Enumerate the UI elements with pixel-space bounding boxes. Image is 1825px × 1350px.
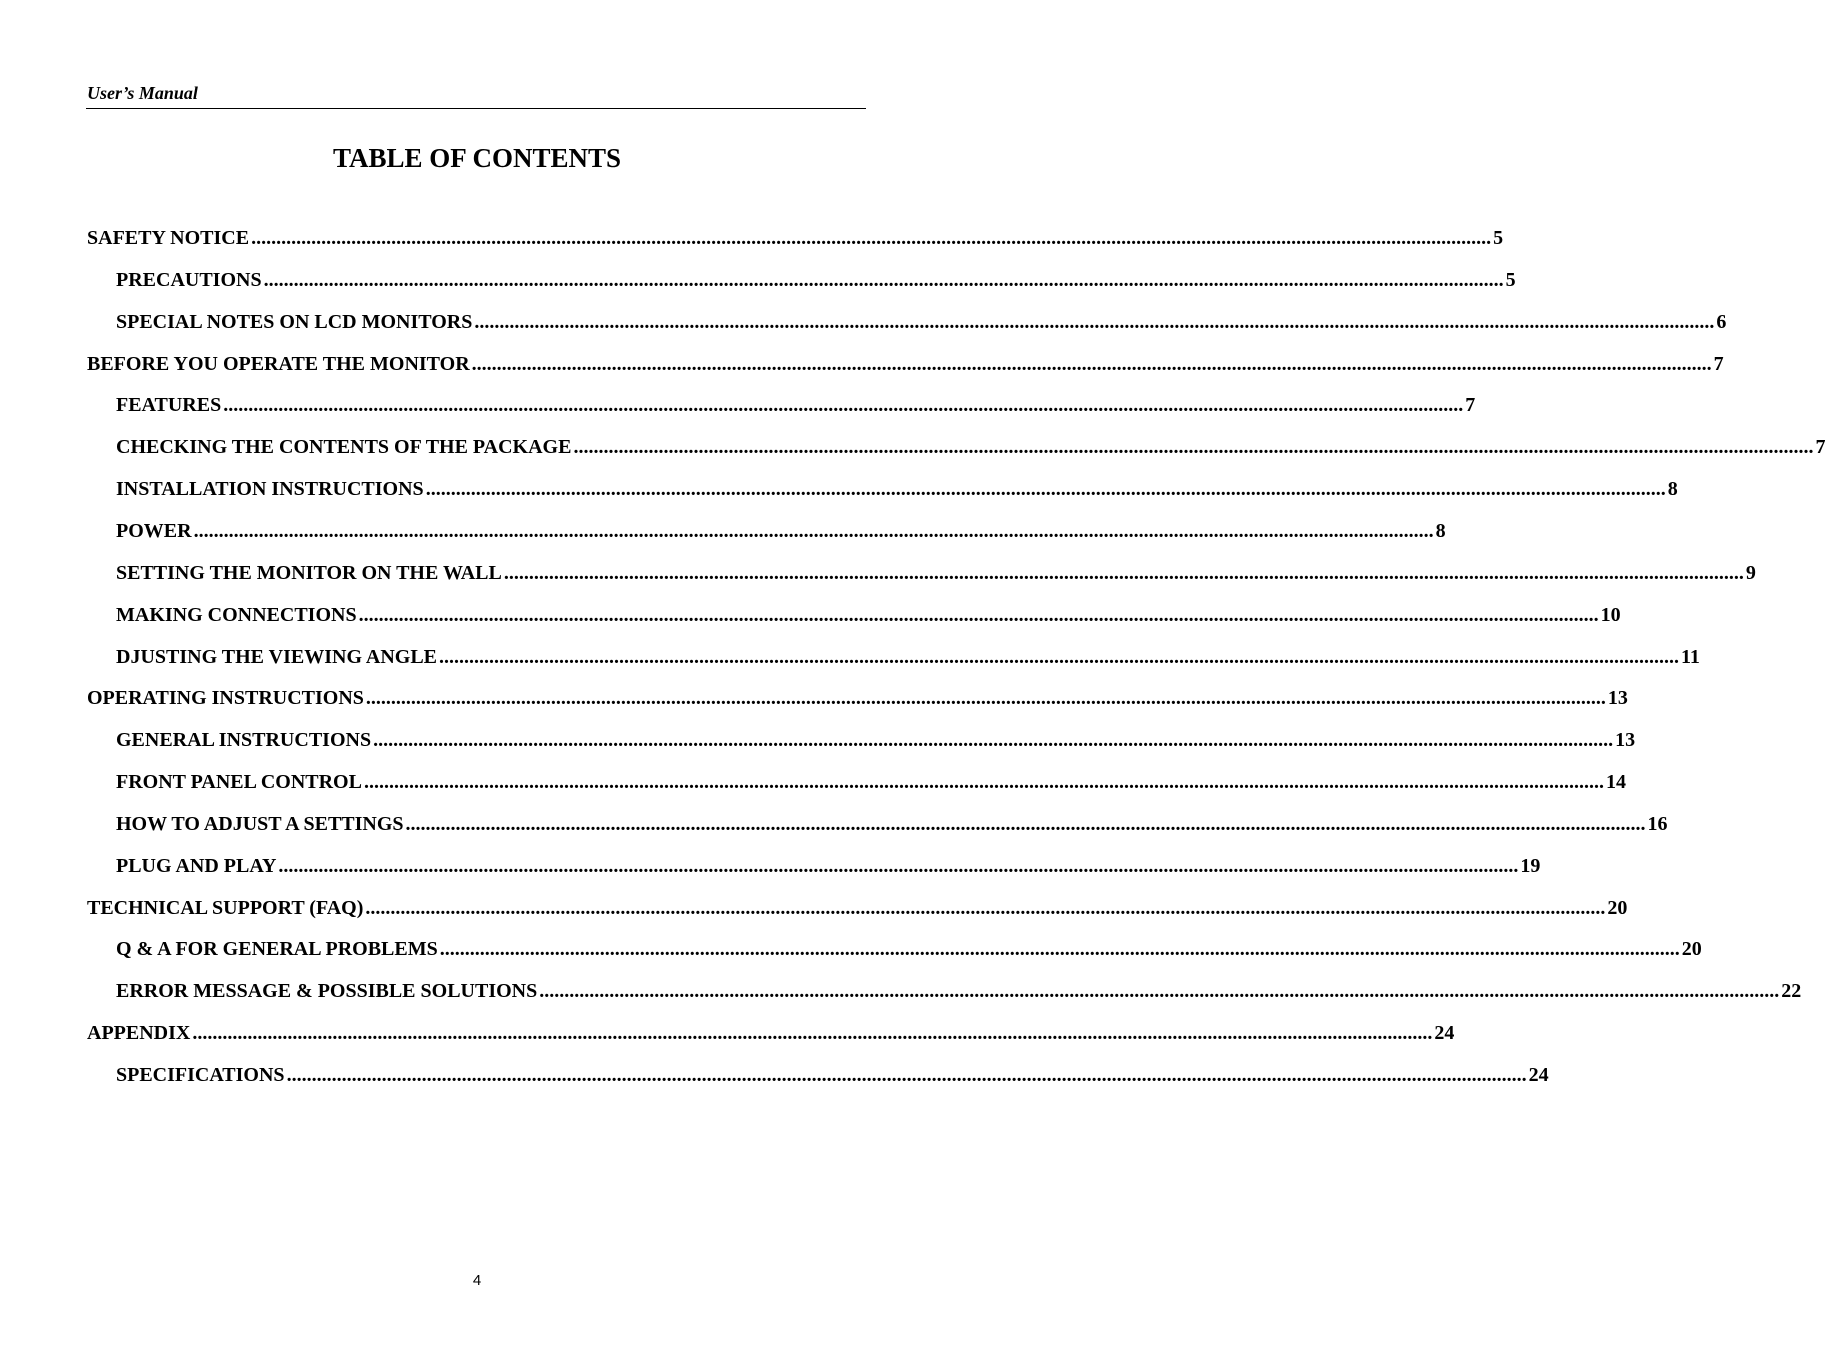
toc-entry[interactable] xyxy=(116,600,1621,628)
toc-entry-page: 5 xyxy=(1505,268,1516,291)
toc-entry-page: 6 xyxy=(1716,310,1727,333)
toc-dot-leader: ........................................................................................................................................................................................................................................................ xyxy=(251,227,1492,249)
toc-entry-label: Q & A FOR GENERAL PROBLEMS xyxy=(116,938,438,961)
toc-dot-leader: ........................................................................................................................................................................................................................................................ xyxy=(373,729,1614,752)
toc-entry-page: 7 xyxy=(1713,352,1724,375)
toc-entry-page: 24 xyxy=(1528,1064,1549,1086)
toc-entry-label: BEFORE YOU OPERATE THE MONITOR xyxy=(87,352,470,375)
toc-entry-page: 22 xyxy=(1781,980,1802,1003)
toc-entry-label: FEATURES xyxy=(116,394,222,417)
toc-entry-label: GENERAL INSTRUCTIONS xyxy=(116,729,372,752)
toc-entry[interactable] xyxy=(116,851,1541,879)
page-title: TABLE OF CONTENTS xyxy=(332,143,622,173)
toc-entry-label: OPERATING INSTRUCTIONS xyxy=(87,687,364,710)
toc-entry-page: 14 xyxy=(1605,771,1626,794)
toc-entry-label: POWER xyxy=(116,519,192,542)
toc-entry[interactable] xyxy=(116,1060,1549,1088)
toc-entry-page: 11 xyxy=(1681,645,1700,668)
toc-entry[interactable] xyxy=(87,893,1628,921)
toc-entry[interactable] xyxy=(87,223,1504,251)
toc-entry-label: PRECAUTIONS xyxy=(116,268,262,291)
toc-entry[interactable] xyxy=(116,307,1727,335)
toc-entry-page: 19 xyxy=(1520,854,1541,877)
toc-entry-label: ERROR MESSAGE & POSSIBLE SOLUTIONS xyxy=(116,980,538,1003)
toc-dot-leader: ........................................................................................................................................................................................................................................................ xyxy=(474,310,1715,333)
toc-dot-leader: ........................................................................................................................................................................................................................................................ xyxy=(425,478,1666,501)
toc-dot-leader: ........................................................................................................................................................................................................................................................ xyxy=(365,687,1606,710)
toc-entry-label: PLUG AND PLAY xyxy=(116,854,277,877)
toc-entry[interactable] xyxy=(116,558,1756,586)
toc-entry-page: 8 xyxy=(1667,478,1678,501)
toc-dot-leader: ........................................................................................................................................................................................................................................................ xyxy=(286,1064,1527,1086)
toc-entry-label: SETTING THE MONITOR ON THE WALL xyxy=(116,561,502,584)
toc-entry[interactable] xyxy=(87,349,1724,377)
toc-entry[interactable] xyxy=(116,809,1668,837)
toc-entry-page: 8 xyxy=(1435,519,1446,542)
toc-dot-leader: ........................................................................................................................................................................................................................................................ xyxy=(192,1022,1433,1045)
toc-entry-label: SPECIFICATIONS xyxy=(116,1064,285,1086)
toc-entry[interactable] xyxy=(116,516,1446,544)
toc-entry-page: 10 xyxy=(1600,603,1621,626)
toc-entry-page: 20 xyxy=(1607,896,1628,919)
toc-dot-leader: ........................................................................................................................................................................................................................................................ xyxy=(405,812,1646,835)
toc-dot-leader: ........................................................................................................................................................................................................................................................ xyxy=(439,938,1680,961)
toc-entry-label: APPENDIX xyxy=(87,1022,191,1045)
toc-entry-label: FRONT PANEL CONTROL xyxy=(116,771,362,794)
toc-entry[interactable] xyxy=(116,474,1678,502)
toc-entry[interactable] xyxy=(116,390,1476,418)
toc-entry[interactable] xyxy=(116,934,1702,962)
running-header: User’s Manual xyxy=(87,83,198,103)
toc-entry-label: MAKING CONNECTIONS xyxy=(116,603,357,626)
toc-entry-page: 7 xyxy=(1815,436,1825,459)
toc-entry-page: 9 xyxy=(1745,561,1756,584)
toc-entry-page: 24 xyxy=(1434,1022,1455,1045)
toc-entry-page: 16 xyxy=(1647,812,1668,835)
toc-entry-label: SPECIAL NOTES ON LCD MONITORS xyxy=(116,310,473,333)
toc-entry-page: 13 xyxy=(1607,687,1628,710)
toc-dot-leader: ........................................................................................................................................................................................................................................................ xyxy=(573,436,1814,459)
toc-entry-page: 20 xyxy=(1681,938,1702,961)
toc-dot-leader: ........................................................................................................................................................................................................................................................ xyxy=(503,561,1744,584)
toc-entry[interactable] xyxy=(87,683,1628,711)
toc-dot-leader: ........................................................................................................................................................................................................................................................ xyxy=(439,645,1680,668)
toc-dot-leader: ........................................................................................................................................................................................................................................................ xyxy=(539,980,1780,1003)
toc-dot-leader: ........................................................................................................................................................................................................................................................ xyxy=(263,268,1504,291)
toc-entry[interactable] xyxy=(116,432,1825,460)
toc-entry-label: CHECKING THE CONTENTS OF THE PACKAGE xyxy=(116,436,572,459)
toc-entry-label: TECHNICAL SUPPORT (FAQ) xyxy=(87,896,364,919)
toc-entry-label: HOW TO ADJUST A SETTINGS xyxy=(116,812,404,835)
toc-dot-leader: ........................................................................................................................................................................................................................................................ xyxy=(471,352,1712,375)
toc-dot-leader: ........................................................................................................................................................................................................................................................ xyxy=(358,603,1599,626)
toc-entry[interactable] xyxy=(116,725,1636,753)
toc-entry[interactable] xyxy=(116,767,1626,795)
toc-entry[interactable] xyxy=(116,642,1700,670)
toc-entry[interactable] xyxy=(87,1018,1455,1046)
toc-entry-page: 13 xyxy=(1615,729,1636,752)
toc-entry-label: DJUSTING THE VIEWING ANGLE xyxy=(116,645,438,668)
toc-dot-leader: ........................................................................................................................................................................................................................................................ xyxy=(365,896,1606,919)
toc-dot-leader: ........................................................................................................................................................................................................................................................ xyxy=(223,394,1464,417)
toc-entry-label: INSTALLATION INSTRUCTIONS xyxy=(116,478,424,501)
toc-entry[interactable] xyxy=(116,265,1516,293)
toc-entry[interactable] xyxy=(116,976,1802,1004)
toc-dot-leader: ........................................................................................................................................................................................................................................................ xyxy=(193,519,1434,542)
toc-entry-page: 5 xyxy=(1493,227,1504,249)
toc-dot-leader: ........................................................................................................................................................................................................................................................ xyxy=(363,771,1604,794)
toc-entry-label: SAFETY NOTICE xyxy=(87,227,250,249)
toc-entry-page: 7 xyxy=(1465,394,1476,417)
header-divider xyxy=(86,108,866,109)
toc-dot-leader: ........................................................................................................................................................................................................................................................ xyxy=(278,854,1519,877)
page-number: 4 xyxy=(472,1272,482,1289)
